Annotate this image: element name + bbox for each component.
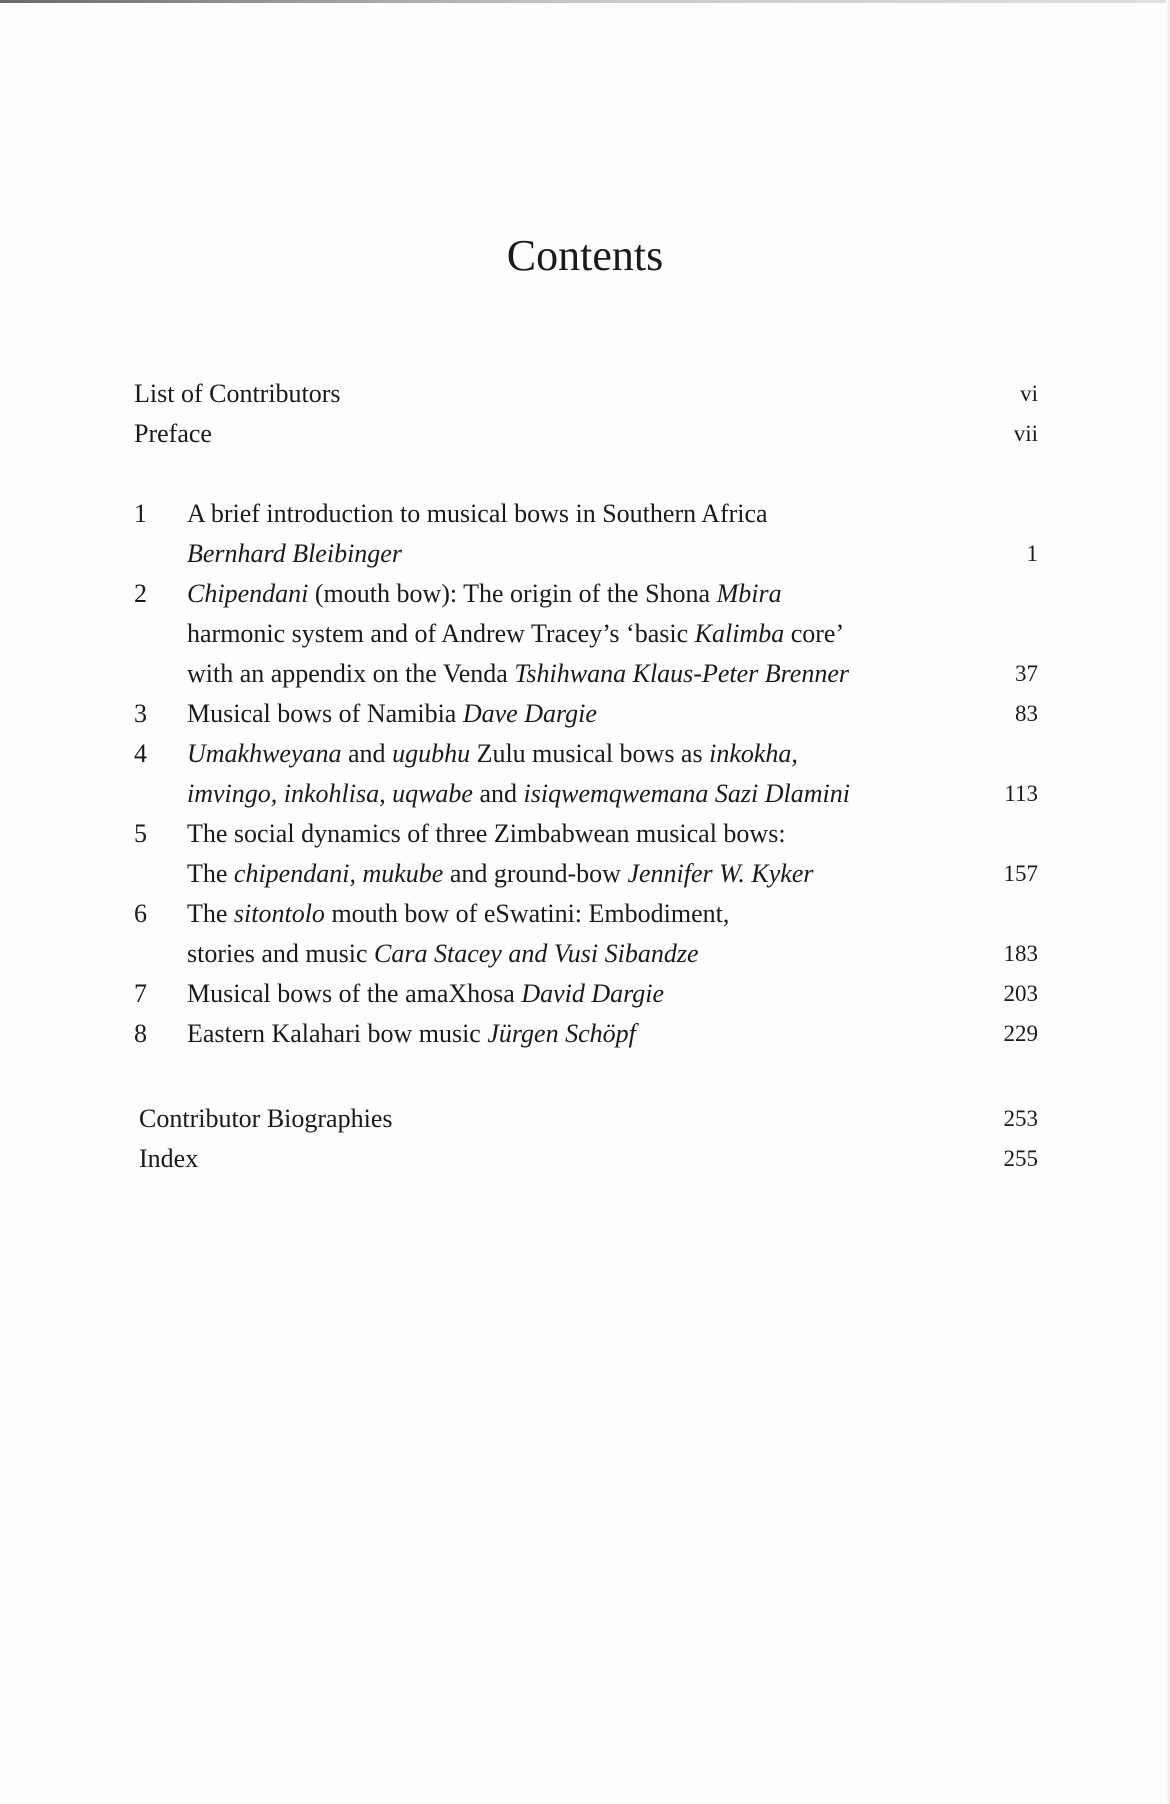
toc-chapter-number: 6 bbox=[134, 899, 147, 928]
toc-page-number: 229 bbox=[1003, 1021, 1038, 1046]
toc-chapter-line bbox=[0, 734, 1170, 774]
toc-page-number: 157 bbox=[1003, 861, 1038, 886]
toc-chapter-line bbox=[0, 774, 1170, 814]
toc-chapter-text: Musical bows of the amaXhosa David Dargie bbox=[187, 979, 665, 1008]
toc-chapter-line bbox=[0, 894, 1170, 934]
toc-chapter-text: Eastern Kalahari bow music Jürgen Schöpf bbox=[187, 1019, 636, 1048]
toc-chapter-text: The sitontolo mouth bow of eSwatini: Embodiment, bbox=[187, 899, 730, 928]
toc-entry bbox=[0, 374, 1170, 414]
toc-chapter-line bbox=[0, 1014, 1170, 1054]
toc-page-number: 83 bbox=[1015, 701, 1038, 726]
toc-page-number: vi bbox=[1020, 381, 1038, 406]
toc-entry-label: Preface bbox=[134, 419, 212, 448]
toc-entry-label: List of Contributors bbox=[134, 379, 341, 408]
page-top-edge bbox=[0, 0, 1170, 3]
toc-chapter-line bbox=[0, 974, 1170, 1014]
toc-chapter-text: The social dynamics of three Zimbabwean musical bows: bbox=[187, 819, 786, 848]
toc-entry-label: Contributor Biographies bbox=[139, 1104, 393, 1133]
toc-page-number: 113 bbox=[1004, 781, 1038, 806]
toc-chapter-line bbox=[0, 614, 1170, 654]
toc-chapter-text: Umakhweyana and ugubhu Zulu musical bows as inkokha, bbox=[187, 739, 798, 768]
toc-chapter-line bbox=[0, 814, 1170, 854]
toc-chapter-line bbox=[0, 934, 1170, 974]
toc-chapter-line bbox=[0, 694, 1170, 734]
toc-chapter-text: The chipendani, mukube and ground-bow Jennifer W. Kyker bbox=[187, 859, 814, 888]
toc-entry bbox=[0, 414, 1170, 454]
toc-chapter-text: imvingo, inkohlisa, uqwabe and isiqwemqwemana Sazi Dlamini bbox=[187, 779, 850, 808]
toc-chapter-text: Chipendani (mouth bow): The origin of the Shona Mbira bbox=[187, 579, 782, 608]
toc-chapter-number: 7 bbox=[134, 979, 147, 1008]
toc-chapter-line bbox=[0, 574, 1170, 614]
toc-chapter-number: 1 bbox=[134, 499, 147, 528]
toc-page-number: 255 bbox=[1003, 1146, 1038, 1171]
toc-chapter-number: 3 bbox=[134, 699, 147, 728]
toc-chapter-line bbox=[0, 494, 1170, 534]
toc-page-number: 203 bbox=[1003, 981, 1038, 1006]
toc-chapter-number: 5 bbox=[134, 819, 147, 848]
toc-chapter-line bbox=[0, 654, 1170, 694]
toc-page-number: 183 bbox=[1003, 941, 1038, 966]
toc-chapter-text: Musical bows of Namibia Dave Dargie bbox=[187, 699, 597, 728]
toc-entry bbox=[0, 1099, 1170, 1139]
toc-chapter-text: Bernhard Bleibinger bbox=[187, 539, 402, 568]
toc-chapter-text: harmonic system and of Andrew Tracey’s ‘basic Kalimba core’ bbox=[187, 619, 845, 648]
toc-page-number: 253 bbox=[1003, 1106, 1038, 1131]
toc-chapter-line bbox=[0, 534, 1170, 574]
toc-entry-label: Index bbox=[139, 1144, 199, 1173]
toc-entry bbox=[0, 1139, 1170, 1179]
toc-page-number: 37 bbox=[1015, 661, 1038, 686]
toc-chapter-number: 4 bbox=[134, 739, 147, 768]
toc-chapter-text: with an appendix on the Venda Tshihwana Klaus-Peter Brenner bbox=[187, 659, 849, 688]
toc-chapter-text: A brief introduction to musical bows in Southern Africa bbox=[187, 499, 768, 528]
toc-chapter-number: 8 bbox=[134, 1019, 147, 1048]
toc-page-number: 1 bbox=[1026, 541, 1038, 566]
toc-chapter-line bbox=[0, 854, 1170, 894]
toc-chapter-number: 2 bbox=[134, 579, 147, 608]
toc-page-number: vii bbox=[1013, 421, 1038, 446]
page-title: Contents bbox=[506, 231, 664, 280]
toc-chapter-text: stories and music Cara Stacey and Vusi Sibandze bbox=[187, 939, 699, 968]
